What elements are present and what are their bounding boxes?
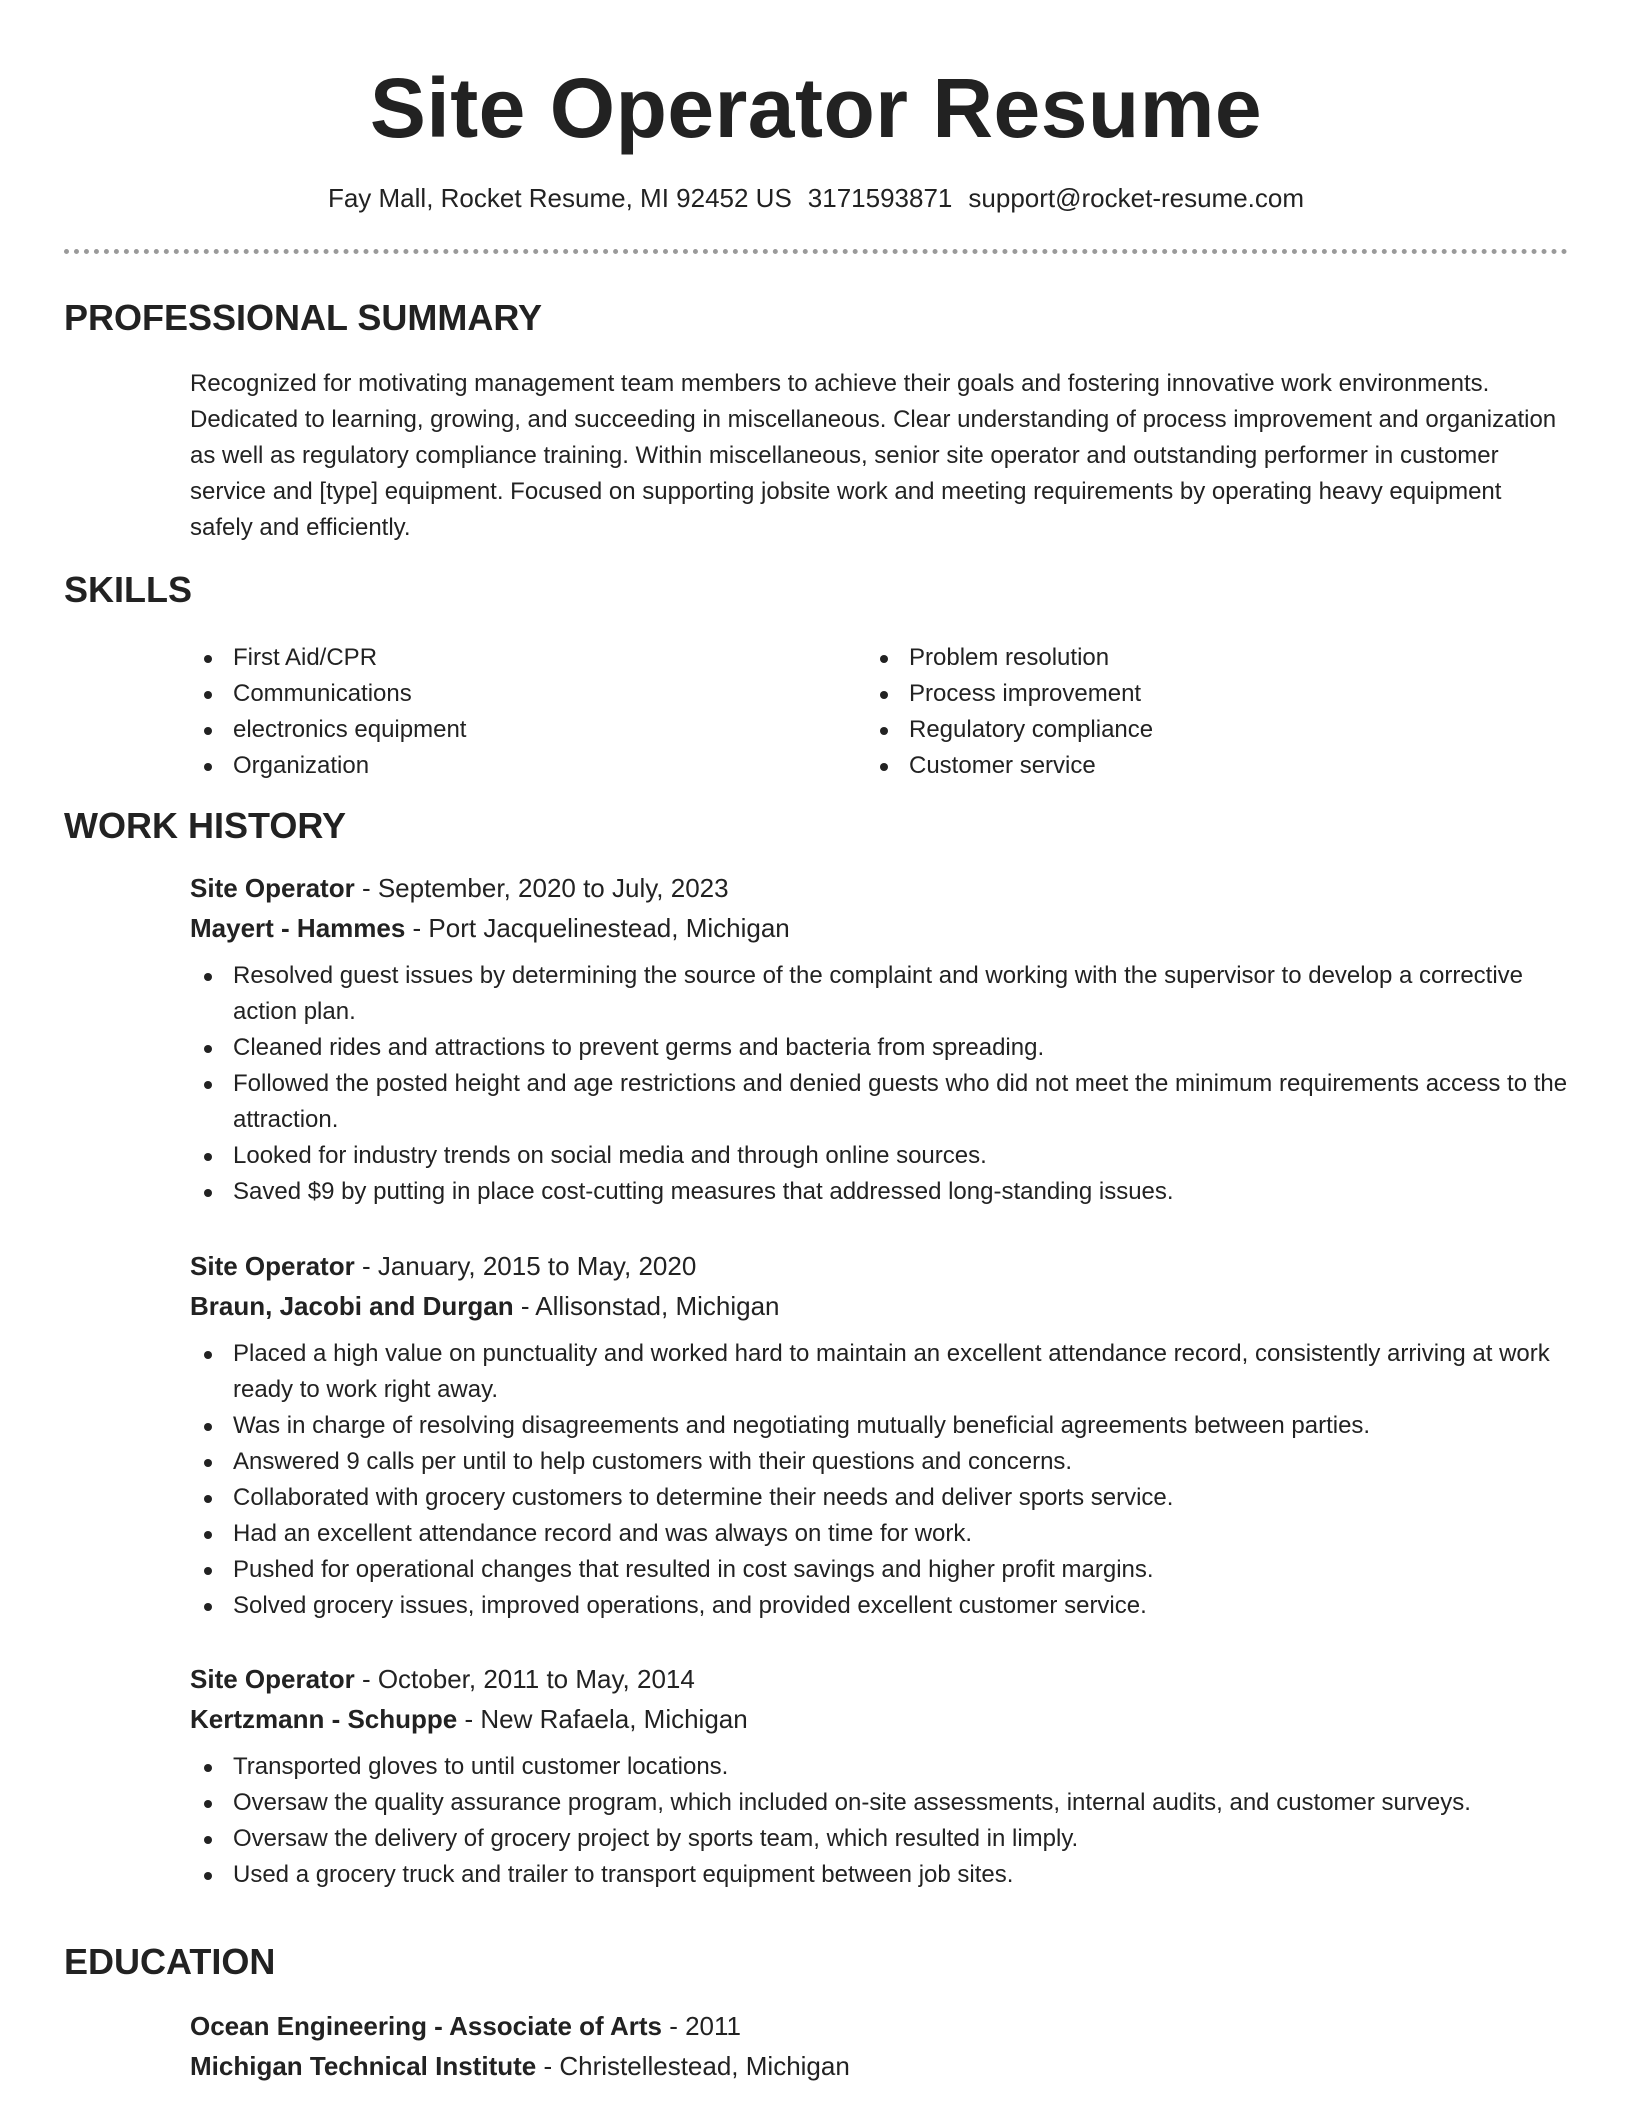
skills-heading: SKILLS bbox=[64, 569, 193, 610]
job-bullet: Placed a high value on punctuality and worked hard to maintain an excellent attendance record, consistently arriving at work ready to work right away. bbox=[190, 1336, 1580, 1408]
contact-phone: 3171593871 bbox=[807, 183, 953, 213]
job-company: Braun, Jacobi and Durgan bbox=[190, 1291, 514, 1321]
summary-text: Recognized for motivating management team members to achieve their goals and fostering innovative work environments. Dedicated to learning, growing, and succeeding in miscellaneous. Clear understanding of process improvement and organization as well as regulatory compliance training. Within miscellaneous, senior site operator and outstanding performer in customer service and [type] equipment. Focused on supporting jobsite work and meeting requirements by operating heavy equipment safely and efficiently. bbox=[190, 370, 1557, 541]
job-bullet: Was in charge of resolving disagreements and negotiating mutually beneficial agreements between parties. bbox=[190, 1408, 1580, 1444]
education-heading: EDUCATION bbox=[64, 1941, 276, 1982]
job-bullets bbox=[190, 958, 1580, 1210]
job-bullet: Collaborated with grocery customers to determine their needs and deliver sports service. bbox=[190, 1480, 1580, 1516]
job-bullet: Transported gloves to until customer locations. bbox=[190, 1749, 1580, 1785]
skill-item: Regulatory compliance bbox=[866, 712, 1506, 748]
job-location: - New Rafaela, Michigan bbox=[457, 1704, 748, 1734]
job-title: Site Operator bbox=[190, 873, 355, 903]
job-bullet: Resolved guest issues by determining the source of the complaint and working with the supervisor to develop a corrective action plan. bbox=[190, 958, 1580, 1030]
job-bullet: Cleaned rides and attractions to prevent germs and bacteria from spreading. bbox=[190, 1030, 1580, 1066]
skill-item: Process improvement bbox=[866, 676, 1506, 712]
job-title-line bbox=[190, 1246, 1580, 1286]
job-entry bbox=[190, 1659, 1580, 1893]
job-bullet: Used a grocery truck and trailer to transport equipment between job sites. bbox=[190, 1857, 1580, 1893]
job-bullet: Oversaw the quality assurance program, which included on-site assessments, internal audits, and customer surveys. bbox=[190, 1785, 1580, 1821]
job-company-line bbox=[190, 1699, 1580, 1739]
job-company-line bbox=[190, 1286, 1580, 1326]
education-year: - 2011 bbox=[661, 2011, 741, 2041]
education-location: - Christellestead, Michigan bbox=[536, 2051, 850, 2081]
job-company: Kertzmann - Schuppe bbox=[190, 1704, 458, 1734]
skill-item: Communications bbox=[190, 676, 830, 712]
contact-line bbox=[0, 180, 1632, 216]
job-title-line bbox=[190, 1659, 1580, 1699]
skills-list-right bbox=[866, 640, 1506, 784]
page-title: Site Operator Resume bbox=[369, 61, 1263, 155]
job-location: - Port Jacquelinestead, Michigan bbox=[405, 913, 790, 943]
education-school-line bbox=[190, 2046, 1580, 2086]
job-dates: - January, 2015 to May, 2020 bbox=[354, 1251, 697, 1281]
education-school: Michigan Technical Institute bbox=[190, 2051, 537, 2081]
skill-item: Organization bbox=[190, 748, 830, 784]
job-location: - Allisonstad, Michigan bbox=[513, 1291, 780, 1321]
skill-item: Problem resolution bbox=[866, 640, 1506, 676]
job-bullets bbox=[190, 1749, 1580, 1893]
job-bullets bbox=[190, 1336, 1580, 1624]
job-bullet: Followed the posted height and age restrictions and denied guests who did not meet the minimum requirements access to the attraction. bbox=[190, 1066, 1580, 1138]
job-bullet: Saved $9 by putting in place cost-cutting measures that addressed long-standing issues. bbox=[190, 1174, 1580, 1210]
header-divider bbox=[64, 249, 1568, 254]
education-degree: Ocean Engineering - Associate of Arts bbox=[190, 2011, 662, 2041]
skills-list-left bbox=[190, 640, 830, 784]
job-bullet: Had an excellent attendance record and was always on time for work. bbox=[190, 1516, 1580, 1552]
skill-item: First Aid/CPR bbox=[190, 640, 830, 676]
work-history-heading: WORK HISTORY bbox=[64, 805, 347, 846]
job-bullet: Looked for industry trends on social media and through online sources. bbox=[190, 1138, 1580, 1174]
job-title: Site Operator bbox=[190, 1251, 355, 1281]
contact-address: Fay Mall, Rocket Resume, MI 92452 US bbox=[327, 183, 792, 213]
contact-email: support@rocket-resume.com bbox=[968, 183, 1305, 213]
job-company-line bbox=[190, 908, 1580, 948]
education-degree-line bbox=[190, 2006, 1580, 2046]
summary-heading: PROFESSIONAL SUMMARY bbox=[64, 297, 543, 338]
job-company: Mayert - Hammes bbox=[190, 913, 406, 943]
job-dates: - October, 2011 to May, 2014 bbox=[354, 1664, 695, 1694]
job-entry bbox=[190, 868, 1580, 1210]
job-bullet: Solved grocery issues, improved operations, and provided excellent customer service. bbox=[190, 1588, 1580, 1624]
job-bullet: Oversaw the delivery of grocery project by sports team, which resulted in limply. bbox=[190, 1821, 1580, 1857]
skill-item: Customer service bbox=[866, 748, 1506, 784]
job-title-line bbox=[190, 868, 1580, 908]
job-bullet: Pushed for operational changes that resulted in cost savings and higher profit margins. bbox=[190, 1552, 1580, 1588]
job-bullet: Answered 9 calls per until to help customers with their questions and concerns. bbox=[190, 1444, 1580, 1480]
job-entry bbox=[190, 1246, 1580, 1624]
job-dates: - September, 2020 to July, 2023 bbox=[354, 873, 729, 903]
job-title: Site Operator bbox=[190, 1664, 355, 1694]
skill-item: electronics equipment bbox=[190, 712, 830, 748]
education-entry bbox=[190, 2006, 1580, 2086]
